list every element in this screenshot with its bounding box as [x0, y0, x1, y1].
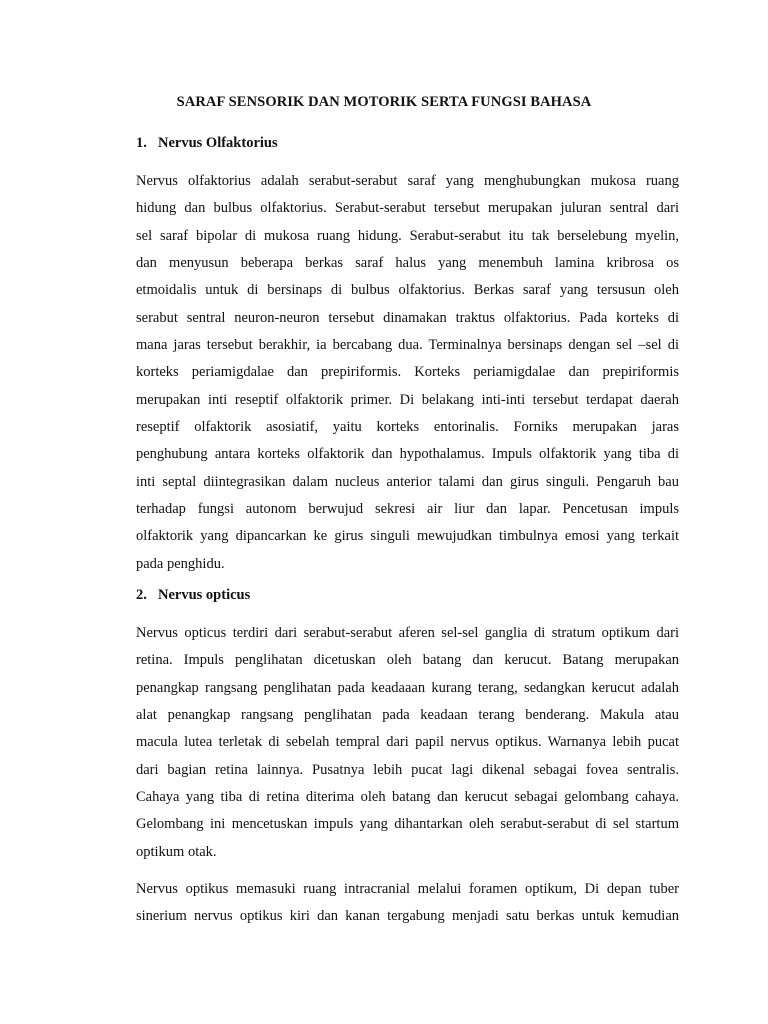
- text-line: inti septal diintegrasikan dalam nucleus anterior talami dan girus singuli. Pengaruh bau: [136, 473, 679, 490]
- text-line: merupakan inti reseptif olfaktorik primer. Di belakang inti-inti tersebut terdapat daerah: [136, 391, 679, 408]
- text-line: optikum otak.: [136, 843, 217, 860]
- section-heading-nervus-olfaktorius: [136, 134, 278, 152]
- text-line: mana jaras tersebut berakhir, ia bercabang dua. Terminalnya bersinaps dengan sel –sel di: [136, 337, 679, 354]
- section-title: Nervus opticus: [158, 587, 251, 603]
- text-line: penangkap rangsang penglihatan pada keadaaan kurang terang, sedangkan kerucut adalah: [136, 679, 679, 696]
- text-line: reseptif olfaktorik asosiatif, yaitu korteks entorinalis. Forniks merupakan jaras: [136, 419, 679, 436]
- section-number: 2.: [136, 587, 147, 603]
- text-line: macula lutea terletak di sebelah tempral dari papil nervus optikus. Warnanya lebih pucat: [136, 734, 679, 751]
- text-line: retina. Impuls penglihatan dicetuskan oleh batang dan kerucut. Batang merupakan: [136, 652, 679, 669]
- text-line: pada penghidu.: [136, 555, 225, 572]
- text-line: etmoidalis untuk di bersinaps di bulbus olfaktorius. Berkas saraf yang tersusun oleh: [136, 282, 679, 299]
- text-line: dari bagian retina lainnya. Pusatnya lebih pucat lagi dikenal sebagai fovea sentralis.: [136, 761, 679, 778]
- text-line: Nervus opticus terdiri dari serabut-serabut aferen sel-sel ganglia di stratum optikum dari: [136, 625, 679, 641]
- text-line: hidung dan bulbus olfaktorius. Serabut-serabut tersebut merupakan juluran sentral dari: [136, 200, 679, 217]
- text-line: Gelombang ini mencetuskan impuls yang dihantarkan oleh serabut-serabut di sel startum: [136, 816, 679, 833]
- text-line: sel saraf bipolar di mukosa ruang hidung. Serabut-serabut itu tak berselebung myelin,: [136, 227, 679, 244]
- text-line: dan menyusun beberapa berkas saraf halus yang menembuh lamina kribrosa os: [136, 255, 679, 272]
- text-line: Nervus olfaktorius adalah serabut-serabut saraf yang menghubungkan mukosa ruang: [136, 173, 679, 189]
- text-line: Cahaya yang tiba di retina diterima oleh batang dan kerucut sebagai gelombang cahaya.: [136, 789, 679, 806]
- section-heading-nervus-opticus: [136, 586, 250, 604]
- text-line: olfaktorik yang dipancarkan ke girus singuli mewujudkan timbulnya emosi yang terkait: [136, 528, 679, 545]
- text-line: penghubung antara korteks olfaktorik dan hypothalamus. Impuls olfaktorik yang tiba di: [136, 446, 679, 463]
- paragraph-opticus-1: [136, 620, 679, 866]
- paragraph-olfaktorius: [136, 168, 679, 578]
- section-number: 1.: [136, 135, 147, 151]
- document-title: SARAF SENSORIK DAN MOTORIK SERTA FUNGSI BAHASA: [176, 94, 592, 110]
- text-line: serabut sentral neuron-neuron tersebut dinamakan traktus olfaktorius. Pada korteks di: [136, 309, 679, 326]
- text-line: alat penangkap rangsang penglihatan pada keadaan terang benderang. Makula atau: [136, 707, 679, 724]
- paragraph-opticus-2: [136, 876, 679, 931]
- text-line: sinerium nervus optikus kiri dan kanan tergabung menjadi satu berkas untuk kemudian: [136, 908, 679, 925]
- text-line: korteks periamigdalae dan prepiriformis. Korteks periamigdalae dan prepiriformis: [136, 364, 679, 381]
- text-line: terhadap fungsi autonom berwujud sekresi air liur dan lapar. Pencetusan impuls: [136, 501, 679, 518]
- section-title: Nervus Olfaktorius: [158, 135, 278, 151]
- text-line: Nervus optikus memasuki ruang intracranial melalui foramen optikum, Di depan tuber: [136, 881, 679, 897]
